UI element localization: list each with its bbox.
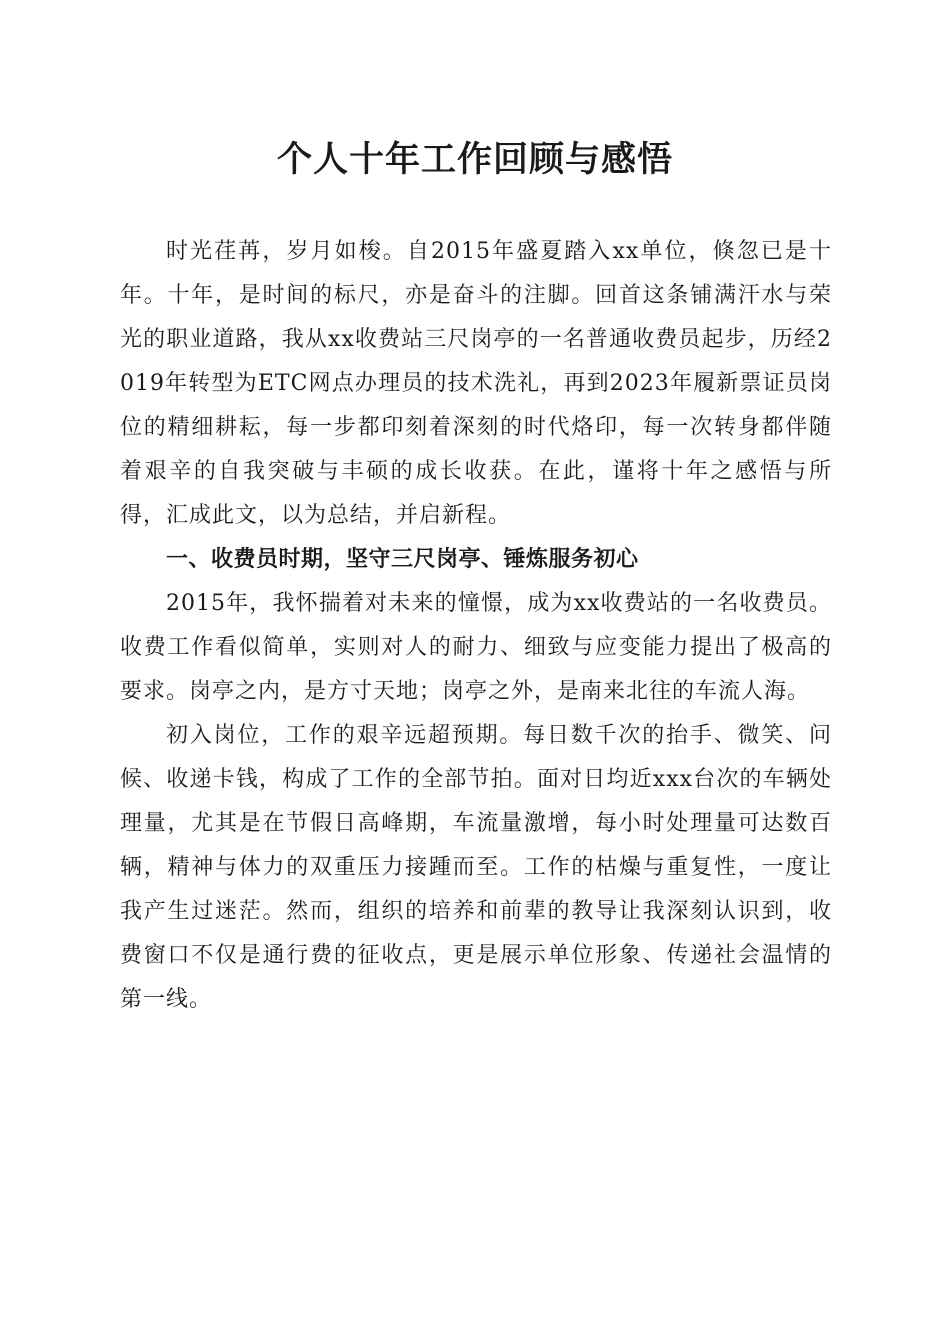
section1-paragraph-1: 2015年，我怀揣着对未来的憧憬，成为xx收费站的一名收费员。收费工作看似简单，实则对人的耐力、细致与应变能力提出了极高的要求。岗亭之内，是方寸天地；岗亭之外，是南来北往的车流人海。 xyxy=(120,591,832,704)
intro-paragraph: 时光荏苒，岁月如梭。自2015年盛夏踏入xx单位，倏忽已是十年。十年，是时间的标尺，亦是奋斗的注脚。回首这条铺满汗水与荣光的职业道路，我从xx收费站三尺岗亭的一名普通收费员起步，历经2019年转型为ETC网点办理员的技术洗礼，再到2023年履新票证员岗位的精细耕耘，每一步都印刻着深刻的时代烙印，每一次转身都伴随着艰辛的自我突破与丰硕的成长收获。在此，谨将十年之感悟与所得，汇成此文，以为总结，并启新程。 xyxy=(120,239,832,528)
document-body xyxy=(120,230,832,1022)
section1-paragraph-2: 初入岗位，工作的艰辛远超预期。每日数千次的抬手、微笑、问候、收递卡钱，构成了工作的全部节拍。面对日均近xxx台次的车辆处理量，尤其是在节假日高峰期，车流量激增，每小时处理量可达数百辆，精神与体力的双重压力接踵而至。工作的枯燥与重复性，一度让我产生过迷茫。然而，组织的培养和前辈的教导让我深刻认识到，收费窗口不仅是通行费的征收点，更是展示单位形象、传递社会温情的第一线。 xyxy=(120,723,832,1012)
document-title: 个人十年工作回顾与感悟 xyxy=(276,140,673,180)
section-heading-1: 一、收费员时期，坚守三尺岗亭、锤炼服务初心 xyxy=(166,547,639,572)
